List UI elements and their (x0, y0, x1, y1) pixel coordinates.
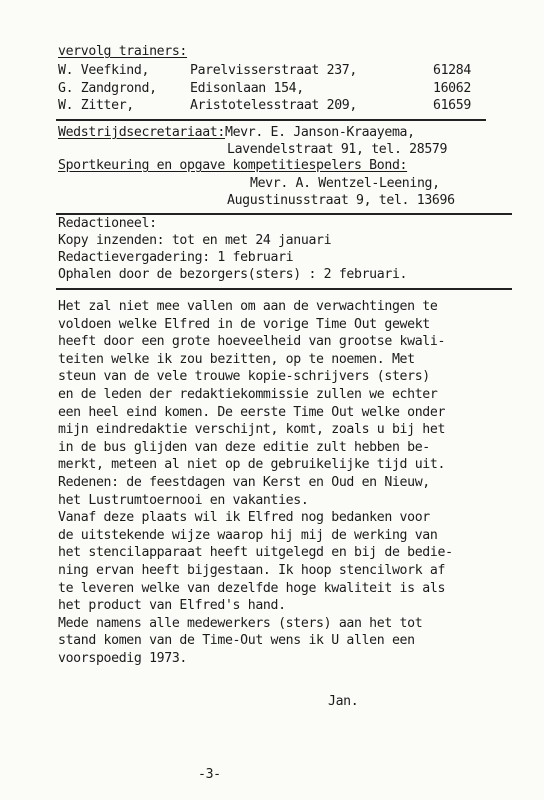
secretariat-name: Mevr. E. Janson-Kraayema, (224, 125, 415, 140)
body-line: Vanaf deze plaats wil ik Elfred nog bedanken voor (58, 510, 430, 526)
body-line: voldoen welke Elfred in de vorige Time Out gewekt (58, 316, 430, 332)
body-line: Redenen: de feestdagen van Kerst en Oud en Nieuw, (58, 475, 430, 490)
trainer-2-name: G. Zandgrond, (58, 81, 157, 96)
trainer-1-street: Parelvisserstraat 237, (190, 63, 357, 78)
trainer-2-phone: 16062 (433, 81, 471, 96)
body-line: Mede namens alle medewerkers (sters) aan het tot (58, 615, 423, 631)
trainer-1-phone: 61284 (433, 63, 471, 78)
body-line: heeft door een grote hoeveelheid van grootse kwali- (58, 334, 446, 350)
trainer-3-street: Aristotelesstraat 209, (190, 98, 357, 113)
body-line: een heel eind komen. De eerste Time Out welke onder (58, 404, 446, 420)
body-line: de uitstekende wijze waarop hij mij de werking van (58, 527, 438, 543)
body-line: in de bus glijden van deze editie zult hebben be- (58, 439, 430, 455)
redactie-label: Redactioneel: (58, 216, 157, 231)
trainer-3-phone: 61659 (433, 98, 471, 113)
body-line: het stencilapparaat heeft uitgelegd en bij de bedie- (58, 545, 453, 561)
bond-name: Mevr. A. Wentzel-Leening, (250, 176, 440, 191)
redactie-line-3: Ophalen door de bezorgers(sters) : 2 februari. (58, 267, 408, 282)
bond-label: Sportkeuring en opgave kompetitiespelers Bond: (58, 158, 408, 173)
secretariat-address: Lavendelstraat 91, tel. 28579 (227, 142, 448, 157)
body-line: steun van de vele trouwe kopie-schrijvers (sters) (58, 369, 430, 385)
bond-address: Augustinusstraat 9, tel. 13696 (227, 193, 455, 208)
page-number: -3- (198, 767, 221, 782)
body-line: Het zal niet mee vallen om aan de verwachtingen te (58, 299, 438, 314)
body-line: mijn eindredaktie verschijnt, komt, zoals u bij het (58, 422, 446, 438)
body-line: teiten welke ik zou bezitten, op te noemen. Met (58, 351, 415, 367)
secretariat-label: Wedstrijdsecretariaat: (58, 125, 225, 140)
body-line: het product van Elfred's hand. (58, 598, 286, 614)
divider-secretariat (56, 119, 486, 121)
body-line: te leveren welke van dezelfde hoge kwaliteit is als (58, 580, 446, 596)
signature: Jan. (328, 694, 359, 709)
secretariat-block (58, 125, 415, 141)
trainer-1-name: W. Veefkind, (58, 63, 150, 78)
divider-body (56, 288, 512, 290)
redactie-line-2: Redactievergadering: 1 februari (58, 250, 294, 265)
trainer-3-name: W. Zitter, (58, 98, 134, 113)
body-line: ning ervan heeft bijgestaan. Ik hoop stencilwork af (58, 563, 446, 578)
body-line: voorspoedig 1973. (58, 651, 188, 666)
redactie-line-1: Kopy inzenden: tot en met 24 januari (58, 233, 332, 248)
body-line: en de leden der redaktiekommissie zullen we echter (58, 387, 438, 402)
body-line: stand komen van de Time-Out wens ik U allen een (58, 633, 415, 649)
body-line: merkt, meteen al niet op de gebruikelijke tijd uit. (58, 457, 446, 473)
trainer-2-street: Edisonlaan 154, (190, 81, 304, 96)
divider-redactie (56, 213, 512, 215)
body-line: het Lustrumtoernooi en vakanties. (58, 492, 309, 508)
trainers-heading: vervolg trainers: (58, 44, 188, 59)
